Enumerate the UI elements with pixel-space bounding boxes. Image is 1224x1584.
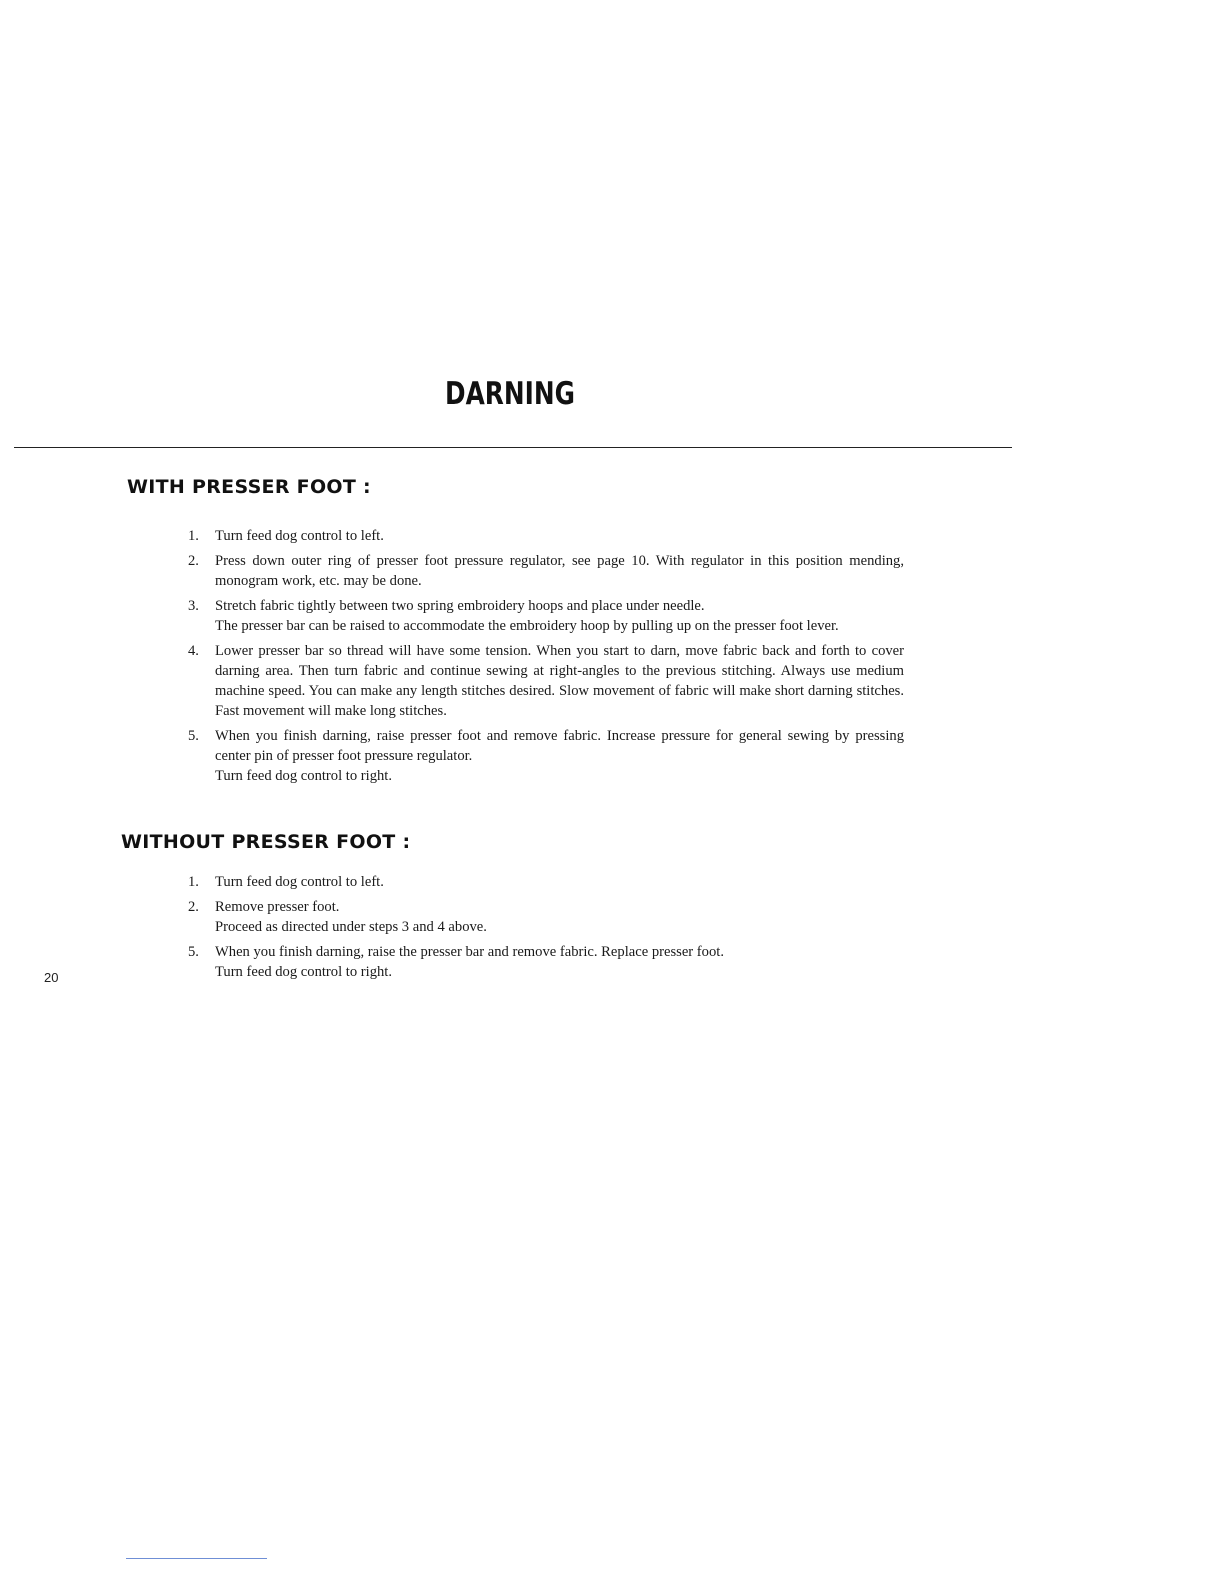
step-text: Lower presser bar so thread will have some tension. When you start to darn, move fabric back and forth to cover darning area. Then turn fabric and continue sewing at right-angles to the previous stitching. Always use medium machine speed. You can make any length stitches desired. Slow movement of fabric will make short darning stitches. Fast movement will make long stitches.: [215, 643, 904, 719]
step-number: 2.: [188, 553, 199, 569]
step-number: 3.: [188, 598, 199, 614]
list-item: [188, 897, 904, 937]
list-item: [188, 596, 904, 636]
step-text: Stretch fabric tightly between two spring embroidery hoops and place under needle.: [215, 598, 705, 614]
list-item: [188, 551, 904, 591]
step-number: 4.: [188, 643, 199, 659]
step-text: Turn feed dog control to right.: [215, 964, 392, 980]
list-item: [188, 942, 904, 982]
step-text: Turn feed dog control to left.: [215, 874, 384, 890]
step-text: When you finish darning, raise presser foot and remove fabric. Increase pressure for general sewing by pressing center pin of presser foot pressure regulator.: [215, 728, 904, 764]
step-text: When you finish darning, raise the presser bar and remove fabric. Replace presser foot.: [215, 944, 724, 960]
section-heading-without-presser-foot: WITHOUT PRESSER FOOT :: [121, 831, 411, 853]
step-text: Turn feed dog control to right.: [215, 768, 392, 784]
list-item: [188, 872, 904, 892]
step-text: Press down outer ring of presser foot pressure regulator, see page 10. With regulator in this position mending, monogram work, etc. may be done.: [215, 553, 904, 589]
title-divider: [14, 447, 1012, 448]
step-text: The presser bar can be raised to accommodate the embroidery hoop by pulling up on the presser foot lever.: [215, 618, 839, 634]
step-number: 1.: [188, 528, 199, 544]
list-item: [188, 641, 904, 721]
steps-without-presser-foot: [188, 872, 904, 987]
step-text: Remove presser foot.: [215, 899, 340, 915]
step-number: 2.: [188, 899, 199, 915]
step-text: Turn feed dog control to left.: [215, 528, 384, 544]
step-number: 5.: [188, 728, 199, 744]
step-text: Proceed as directed under steps 3 and 4 above.: [215, 919, 487, 935]
section-heading-with-presser-foot: WITH PRESSER FOOT :: [127, 476, 371, 498]
list-item: [188, 526, 904, 546]
step-number: 1.: [188, 874, 199, 890]
footer-underline: [126, 1558, 267, 1559]
step-number: 5.: [188, 944, 199, 960]
page-number: 20: [44, 970, 59, 985]
steps-with-presser-foot: [188, 526, 904, 791]
list-item: [188, 726, 904, 786]
page-title: DARNING: [445, 376, 575, 412]
